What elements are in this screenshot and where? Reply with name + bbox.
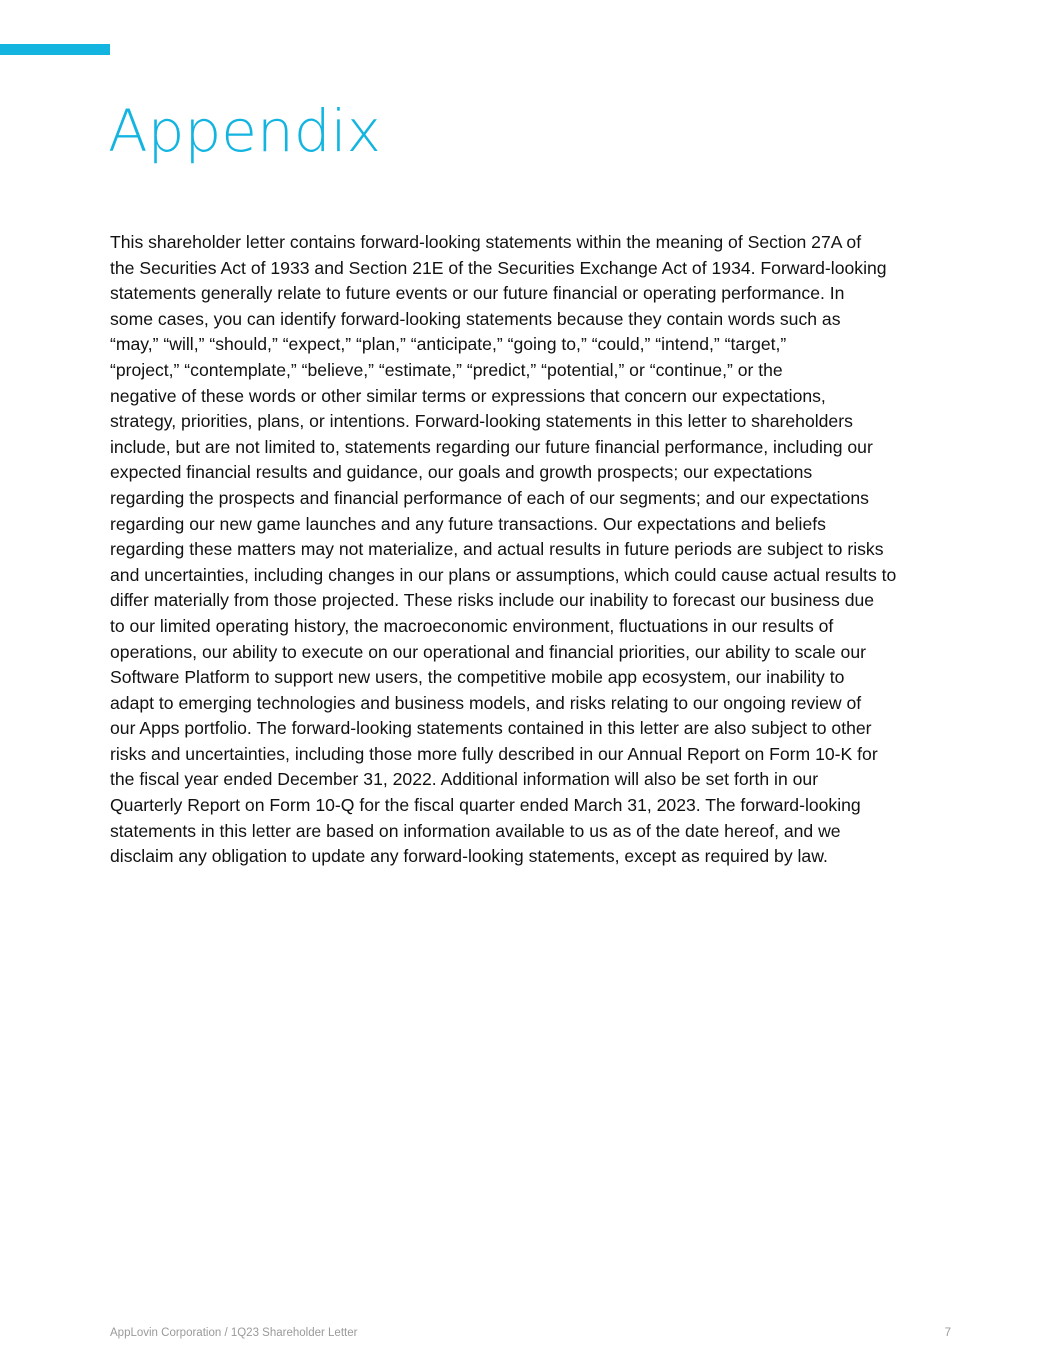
paragraph-line: “may,” “will,” “should,” “expect,” “plan,” “anticipate,” “going to,” “could,” “intend,” “target,” (110, 334, 787, 355)
paragraph-line: risks and uncertainties, including those more fully described in our Annual Report on Form 10-K for (110, 743, 878, 764)
paragraph-line: the fiscal year ended December 31, 2022. Additional information will also be set forth in our (110, 769, 819, 790)
paragraph-line: some cases, you can identify forward-looking statements because they contain words such as (110, 308, 841, 329)
footer-document-info (110, 1327, 357, 1339)
paragraph-line: Quarterly Report on Form 10-Q for the fiscal quarter ended March 31, 2023. The forward-looking (110, 795, 861, 816)
paragraph-line: expected financial results and guidance, our goals and growth prospects; our expectations (110, 462, 813, 483)
paragraph-line: regarding our new game launches and any future transactions. Our expectations and beliefs (110, 513, 826, 534)
paragraph-line: and uncertainties, including changes in our plans or assumptions, which could cause actual results to (110, 564, 897, 585)
paragraph-line: to our limited operating history, the macroeconomic environment, fluctuations in our results of (110, 615, 834, 636)
footer-separator: / (221, 1327, 231, 1339)
paragraph-line: regarding these matters may not materialize, and actual results in future periods are subject to risks (110, 539, 884, 560)
page-number: 7 (944, 1327, 951, 1339)
accent-bar (0, 44, 110, 55)
paragraph-line: disclaim any obligation to update any forward-looking statements, except as required by law. (110, 846, 828, 867)
paragraph-line: negative of these words or other similar terms or expressions that concern our expectations, (110, 385, 826, 406)
footer-company: AppLovin Corporation (110, 1327, 222, 1339)
paragraph-line: Software Platform to support new users, the competitive mobile app ecosystem, our inability to (110, 667, 845, 688)
paragraph-line: adapt to emerging technologies and business models, and risks relating to our ongoing review of (110, 692, 862, 713)
paragraph-line: our Apps portfolio. The forward-looking statements contained in this letter are also subject to other (110, 718, 872, 739)
paragraph-line: “project,” “contemplate,” “believe,” “estimate,” “predict,” “potential,” or “continue,” or the (110, 359, 783, 380)
paragraph-line: operations, our ability to execute on our operational and financial priorities, our ability to scale our (110, 641, 866, 662)
paragraph-line: statements generally relate to future events or our future financial or operating performance. In (110, 283, 845, 304)
paragraph-line: strategy, priorities, plans, or intentions. Forward-looking statements in this letter to shareholders (110, 411, 853, 432)
paragraph-line: This shareholder letter contains forward-looking statements within the meaning of Section 27A of (110, 232, 862, 252)
paragraph-line: the Securities Act of 1933 and Section 21E of the Securities Exchange Act of 1934. Forward-looking (110, 257, 887, 278)
page-title: Appendix (108, 97, 382, 165)
footer-document-title: 1Q23 Shareholder Letter (230, 1327, 358, 1339)
forward-looking-statements-paragraph (110, 230, 966, 870)
paragraph-line: include, but are not limited to, statements regarding our future financial performance, including our (110, 436, 873, 457)
paragraph-line: statements in this letter are based on information available to us as of the date hereof, and we (110, 820, 841, 841)
paragraph-line: differ materially from those projected. These risks include our inability to forecast our business due (110, 590, 875, 611)
paragraph-line: regarding the prospects and financial performance of each of our segments; and our expectations (110, 487, 869, 508)
